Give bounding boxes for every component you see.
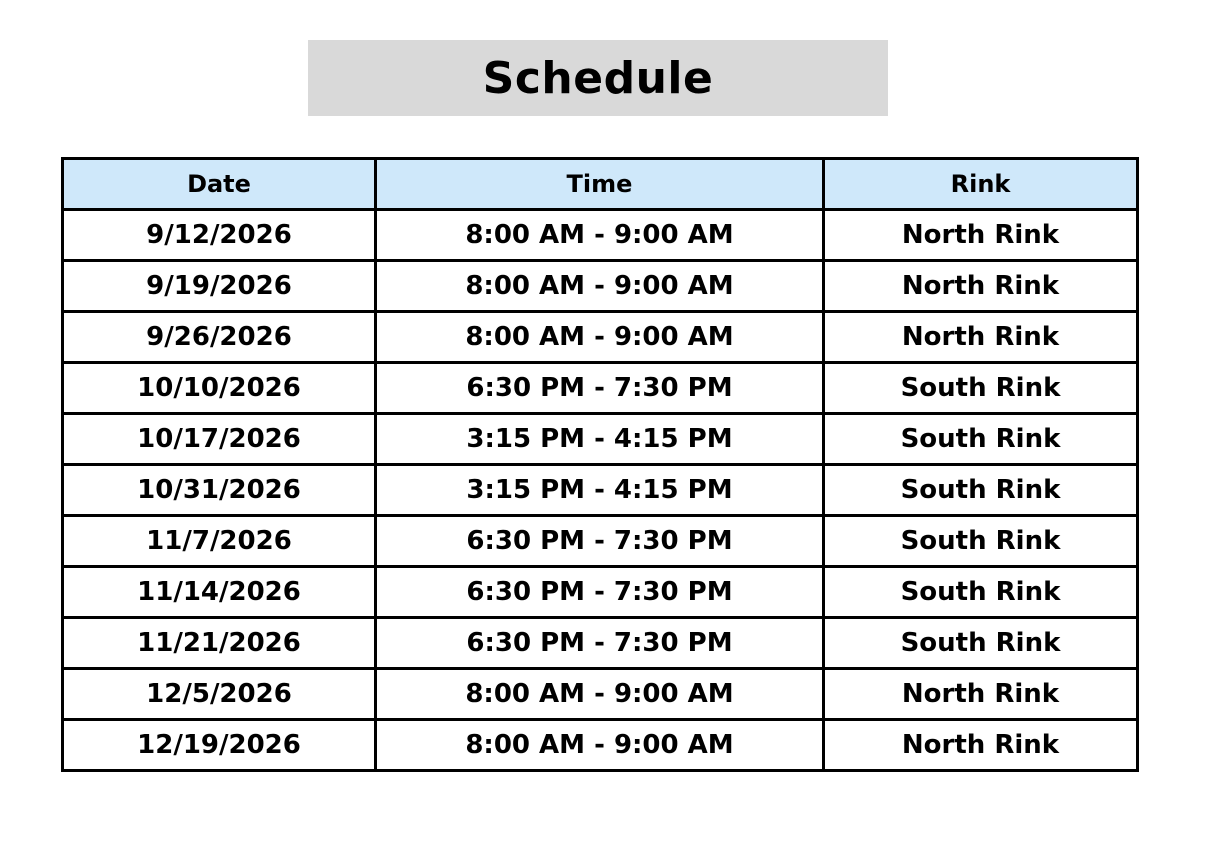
table-row — [63, 465, 1138, 516]
table-header-row — [63, 159, 1138, 210]
cell-rink: North Rink — [824, 720, 1138, 771]
cell-date: 10/31/2026 — [63, 465, 376, 516]
cell-rink: South Rink — [824, 465, 1138, 516]
header-rink: Rink — [824, 159, 1138, 210]
table-row — [63, 720, 1138, 771]
table-row — [63, 261, 1138, 312]
cell-time: 6:30 PM - 7:30 PM — [376, 363, 824, 414]
cell-time: 6:30 PM - 7:30 PM — [376, 567, 824, 618]
header-time: Time — [376, 159, 824, 210]
cell-date: 11/14/2026 — [63, 567, 376, 618]
cell-time: 8:00 AM - 9:00 AM — [376, 210, 824, 261]
table-row — [63, 618, 1138, 669]
cell-rink: South Rink — [824, 363, 1138, 414]
cell-date: 10/17/2026 — [63, 414, 376, 465]
table-row — [63, 363, 1138, 414]
cell-time: 8:00 AM - 9:00 AM — [376, 261, 824, 312]
table-row — [63, 516, 1138, 567]
cell-date: 12/5/2026 — [63, 669, 376, 720]
page-title: Schedule — [482, 52, 714, 104]
cell-date: 10/10/2026 — [63, 363, 376, 414]
cell-time: 6:30 PM - 7:30 PM — [376, 516, 824, 567]
schedule-table — [61, 157, 1139, 772]
cell-time: 8:00 AM - 9:00 AM — [376, 312, 824, 363]
cell-time: 3:15 PM - 4:15 PM — [376, 414, 824, 465]
cell-date: 12/19/2026 — [63, 720, 376, 771]
table-row — [63, 669, 1138, 720]
cell-rink: South Rink — [824, 516, 1138, 567]
cell-rink: South Rink — [824, 414, 1138, 465]
table-row — [63, 210, 1138, 261]
cell-date: 9/19/2026 — [63, 261, 376, 312]
cell-date: 11/21/2026 — [63, 618, 376, 669]
cell-rink: North Rink — [824, 210, 1138, 261]
cell-time: 6:30 PM - 7:30 PM — [376, 618, 824, 669]
cell-time: 3:15 PM - 4:15 PM — [376, 465, 824, 516]
cell-time: 8:00 AM - 9:00 AM — [376, 669, 824, 720]
cell-rink: South Rink — [824, 618, 1138, 669]
title-banner — [308, 40, 888, 116]
header-date: Date — [63, 159, 376, 210]
cell-rink: North Rink — [824, 312, 1138, 363]
cell-time: 8:00 AM - 9:00 AM — [376, 720, 824, 771]
table-row — [63, 414, 1138, 465]
table-row — [63, 567, 1138, 618]
table-row — [63, 312, 1138, 363]
cell-rink: North Rink — [824, 261, 1138, 312]
cell-date: 9/26/2026 — [63, 312, 376, 363]
cell-rink: South Rink — [824, 567, 1138, 618]
cell-rink: North Rink — [824, 669, 1138, 720]
cell-date: 9/12/2026 — [63, 210, 376, 261]
cell-date: 11/7/2026 — [63, 516, 376, 567]
